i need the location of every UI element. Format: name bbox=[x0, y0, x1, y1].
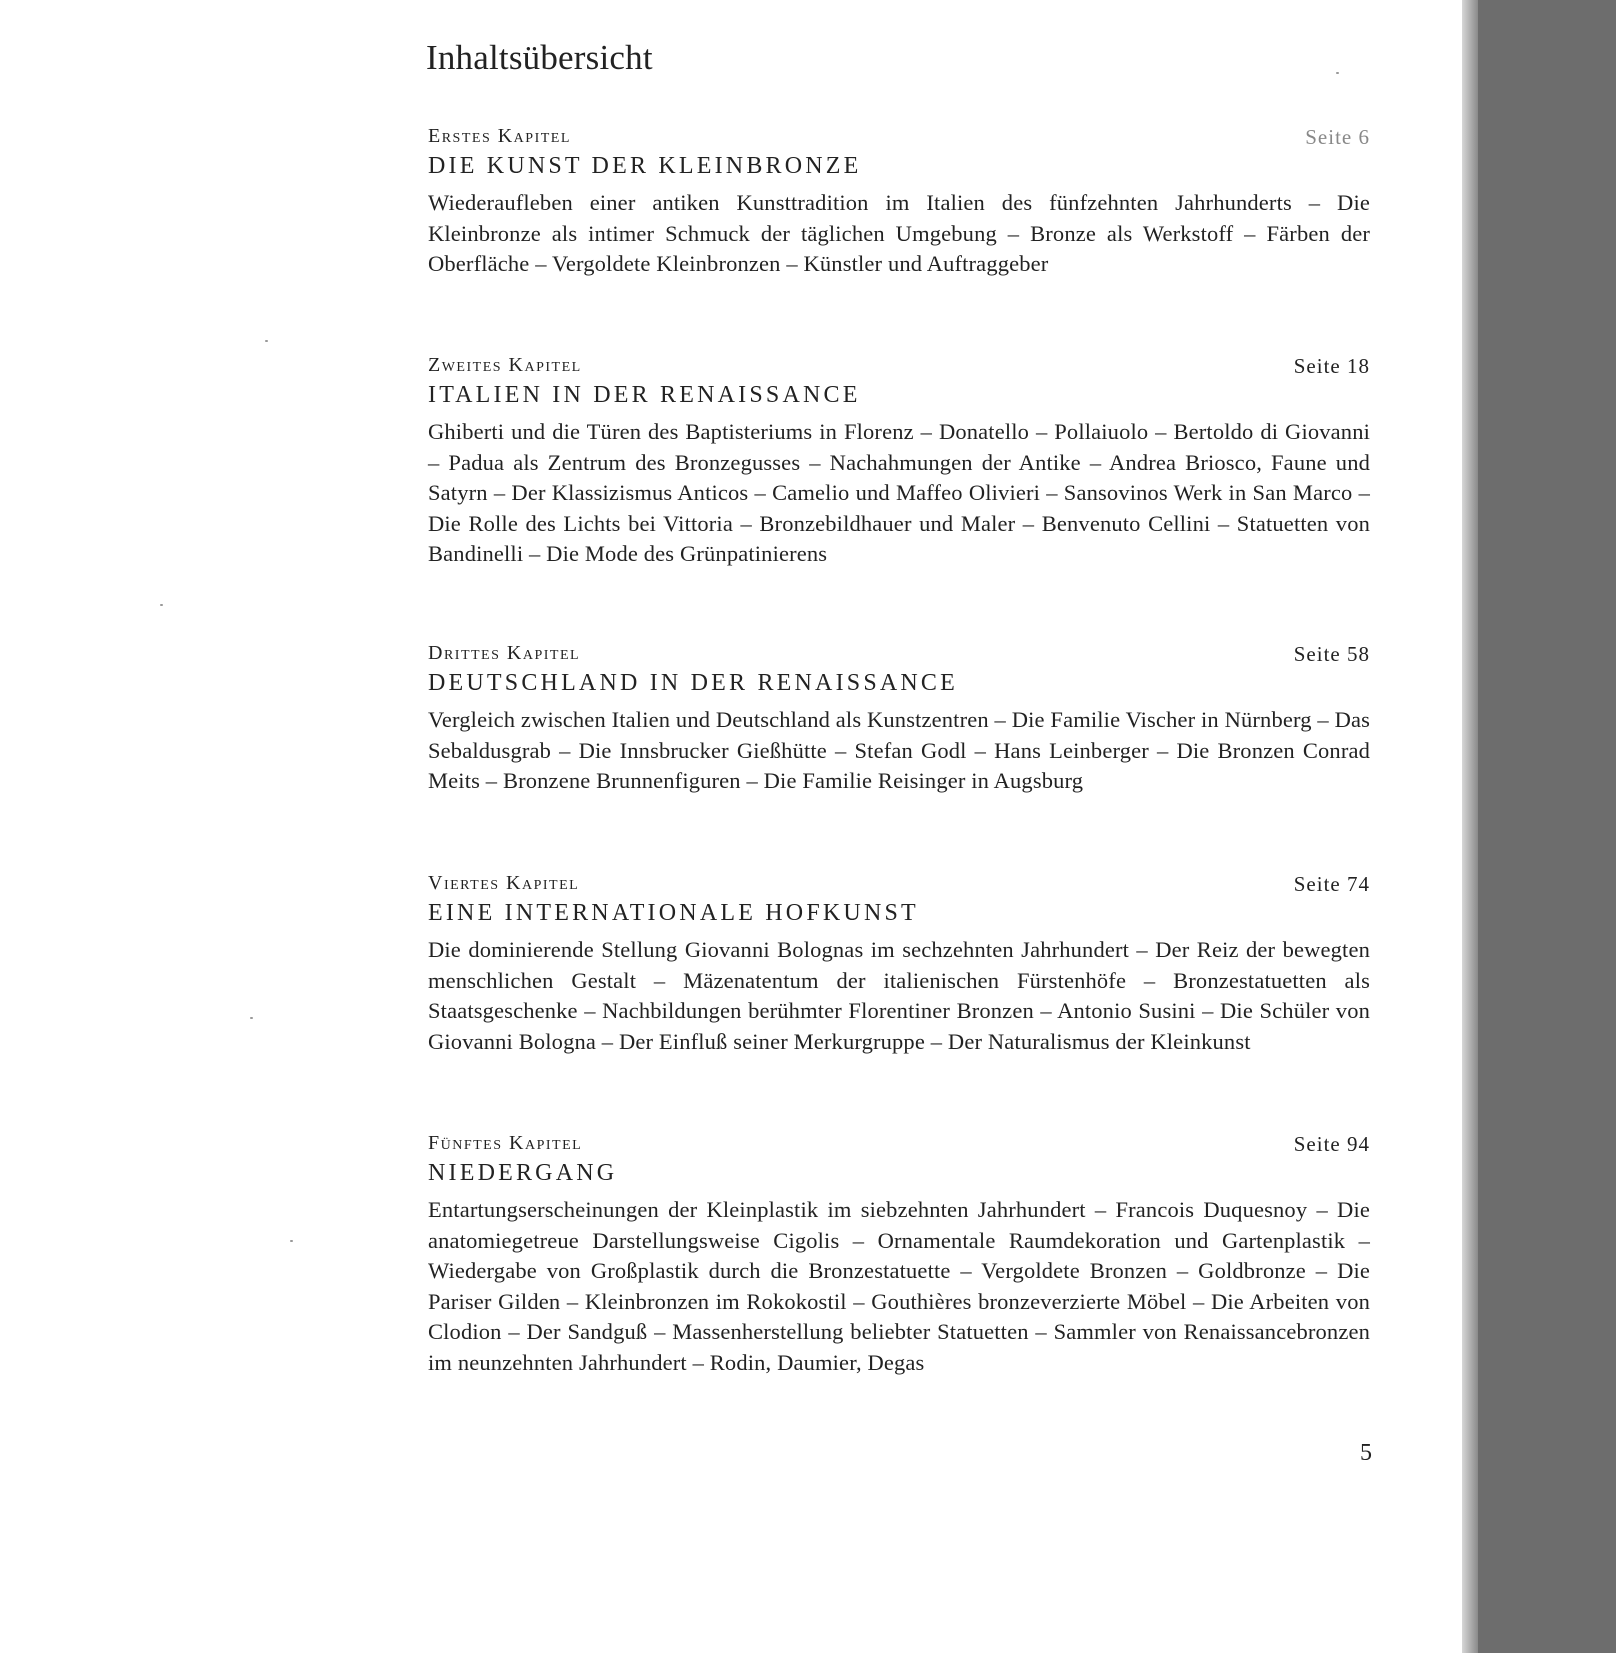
scan-speck bbox=[290, 1240, 293, 1242]
chapter-title: DIE KUNST DER KLEINBRONZE bbox=[428, 153, 862, 179]
chapter-page-ref: Seite 18 bbox=[1293, 354, 1370, 378]
chapter-5 bbox=[428, 1132, 1370, 1378]
chapter-page-ref: Seite 74 bbox=[1293, 872, 1370, 896]
chapter-title: DEUTSCHLAND IN DER RENAISSANCE bbox=[428, 670, 959, 696]
chapter-page-ref: Seite 6 bbox=[1305, 125, 1370, 149]
chapter-label: Zweites Kapitel bbox=[428, 354, 582, 376]
chapter-2 bbox=[428, 354, 1370, 570]
chapter-description: Entartungserscheinungen der Kleinplastik im siebzehnten Jahrhundert – Francois Duquesnoy – Die anatomiegetreue Darstellungsweise Cigolis – Ornamentale Raumdekoration und Gartenplastik – Wiedergabe von Großplastik durch die Bronzestatuette – Vergoldete Bronzen – Goldbronze – Die Pariser Gilden – Kleinbronzen im Rokokostil – Gouthières bronzeverzierte Möbel – Die Arbeiten von Clodion – Der Sandguß – Massenherstellung beliebter Statuetten – Sammler von Renaissancebronzen im neunzehnten Jahrhundert – Rodin, Daumier, Degas bbox=[428, 1197, 1370, 1375]
scan-speck bbox=[265, 340, 268, 342]
chapter-description: Wiederaufleben einer antiken Kunsttradition im Italien des fünfzehnten Jahrhunderts – Die Kleinbronze als intimer Schmuck der täglichen Umgebung – Bronze als Werkstoff – Färben der Oberfläche – Vergoldete Kleinbronzen – Künstler und Auftraggeber bbox=[428, 190, 1370, 276]
chapter-1 bbox=[428, 125, 1370, 280]
scan-background bbox=[1478, 0, 1616, 1653]
chapter-title: ITALIEN IN DER RENAISSANCE bbox=[428, 382, 861, 408]
chapter-3 bbox=[428, 642, 1370, 797]
page-edge-shadow bbox=[1462, 0, 1478, 1653]
chapter-title: NIEDERGANG bbox=[428, 1160, 618, 1186]
page-title: Inhaltsübersicht bbox=[426, 38, 653, 77]
chapter-page-ref: Seite 94 bbox=[1293, 1132, 1370, 1156]
chapter-head bbox=[428, 125, 1370, 151]
chapter-label: Erstes Kapitel bbox=[428, 125, 571, 147]
chapter-head bbox=[428, 1132, 1370, 1158]
chapter-head bbox=[428, 354, 1370, 380]
chapter-title: EINE INTERNATIONALE HOFKUNST bbox=[428, 900, 919, 926]
chapter-description: Ghiberti und die Türen des Baptisteriums in Florenz – Donatello – Pollaiuolo – Bertoldo di Giovanni – Padua als Zentrum des Bronzegusses – Nachahmungen der Antike – Andrea Briosco, Faune und Satyrn – Der Klassizismus Anticos – Camelio und Maffeo Olivieri – Sansovinos Werk in San Marco – Die Rolle des Lichts bei Vittoria – Bronzebildhauer und Maler – Benvenuto Cellini – Statuetten von Bandinelli – Die Mode des Grünpatinierens bbox=[428, 419, 1370, 566]
chapter-label: Drittes Kapitel bbox=[428, 642, 581, 664]
chapter-label: Fünftes Kapitel bbox=[428, 1132, 583, 1154]
scan-speck bbox=[160, 604, 163, 606]
page-number: 5 bbox=[1360, 1440, 1372, 1466]
chapter-description: Vergleich zwischen Italien und Deutschland als Kunstzentren – Die Familie Vischer in Nürnberg – Das Sebaldusgrab – Die Innsbrucker Gießhütte – Stefan Godl – Hans Leinberger – Die Bronzen Conrad Meits – Bronzene Brunnenfiguren – Die Familie Reisinger in Augsburg bbox=[428, 707, 1371, 793]
scan-speck bbox=[1336, 72, 1339, 74]
scan-speck bbox=[250, 1017, 253, 1019]
chapter-head bbox=[428, 642, 1370, 668]
chapter-label: Viertes Kapitel bbox=[428, 872, 580, 894]
chapter-head bbox=[428, 872, 1370, 898]
chapter-description: Die dominierende Stellung Giovanni Bolognas im sechzehnten Jahrhundert – Der Reiz der bewegten menschlichen Gestalt – Mäzenatentum der italienischen Fürstenhöfe – Bronzestatuetten als Staatsgeschenke – Nachbildungen berühmter Florentiner Bronzen – Antonio Susini – Die Schüler von Giovanni Bologna – Der Einfluß seiner Merkurgruppe – Der Naturalismus der Kleinkunst bbox=[428, 937, 1370, 1054]
chapter-page-ref: Seite 58 bbox=[1293, 642, 1370, 666]
chapter-4 bbox=[428, 872, 1370, 1057]
